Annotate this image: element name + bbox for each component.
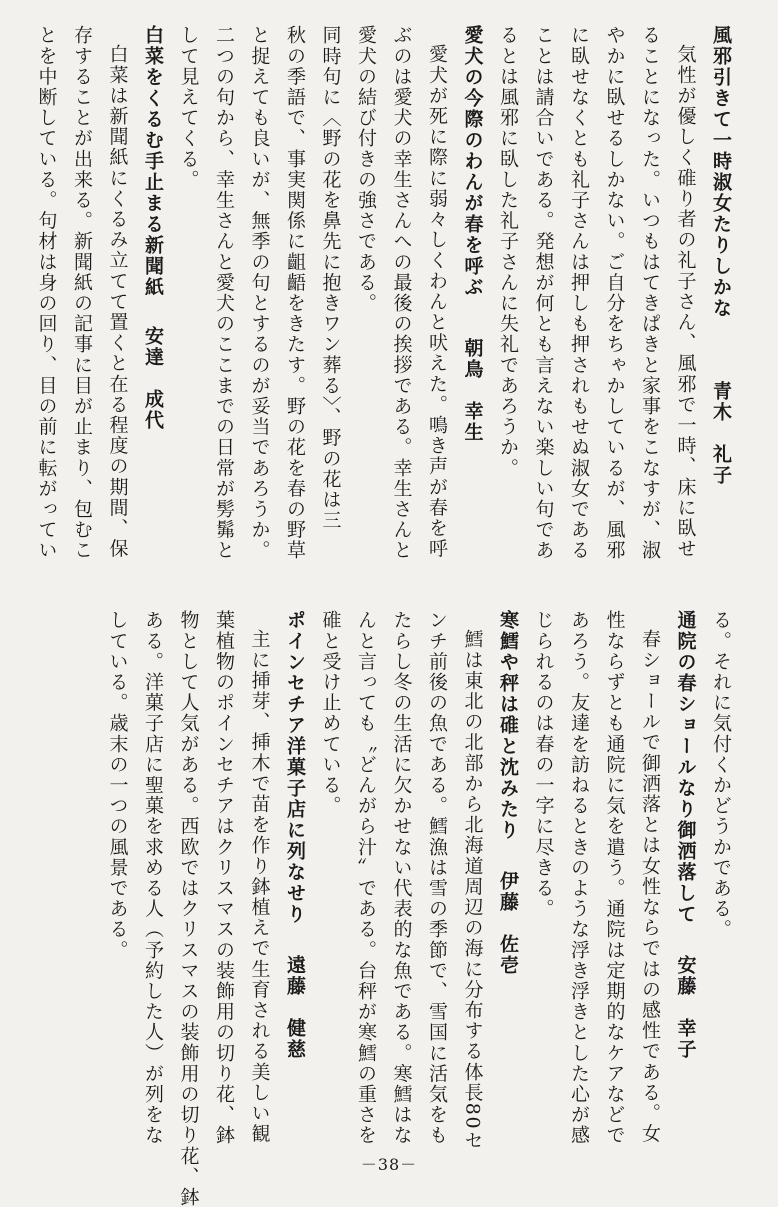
commentary-line: 鱈は東北の北部から北海道周辺の海に分布する体長80セ (461, 629, 484, 1151)
haiku-shawl (667, 610, 703, 1130)
commentary-line: ことは請合いである。発想が何とも言えない楽しい句であ (532, 25, 555, 561)
author-name: 安藤 幸子 (674, 955, 697, 1060)
commentary-line: ンチ前後の魚である。鱈漁は雪の季節で、雪国に活気をも (426, 610, 448, 1146)
haiku-text: 白菜をくるむ手止まる新聞紙 (142, 25, 164, 298)
commentary-line: 碓と受け止めている。 (319, 610, 342, 816)
commentary-line: じられるのは春の一字に尽きる。 (532, 610, 555, 919)
commentary-line: して見えてくる。 (177, 25, 200, 190)
commentary-line: あろう。友達を訪ねるときのような浮き浮きとした心が感 (568, 610, 590, 1146)
commentary-line: 白菜は新聞紙にくるみ立てて置くと在る程度の期間、保 (106, 44, 129, 559)
page-number: －38－ (360, 1155, 418, 1174)
author-name: 青木 礼子 (710, 381, 732, 486)
haiku-text: 寒鱈や秤は碓と沈みたり (497, 610, 519, 841)
commentary-line: 愛犬の結び付きの強さである。 (355, 25, 377, 314)
commentary-line: 二つの句から、幸生さんと愛犬のここまでの日常が髣髴と (213, 25, 235, 561)
haiku-kaze (703, 25, 739, 570)
haiku-text: ポインセチア洋菓子店に列なせり (284, 610, 306, 925)
commentary-line: 気性が優しく碓り者の礼子さん、風邪で一時、床に臥せ (674, 44, 697, 559)
commentary-line: 存することが出来る。新聞紙の記事に目が止まり、包むこ (71, 25, 93, 561)
commentary-line: んと言っても〝どんがら汁〟である。台秤が寒鱈の重さを (355, 610, 377, 1146)
commentary-line: している。歳末の一つの風景である。 (106, 610, 129, 961)
haiku-aiken (454, 25, 490, 570)
commentary-line: 主に挿芽、挿木で苗を作り鉢植えで生育される美しい観 (248, 629, 271, 1144)
haiku-poinsettia (277, 610, 313, 1130)
commentary-line: 秋の季語で、事実関係に齟齬をきたす。野の花を春の野草 (284, 25, 306, 561)
commentary-line: とを中断している。句材は身の回り、目の前に転がってい (35, 25, 58, 561)
commentary-line: るとは風邪に臥した礼子さんに失礼であろうか。 (497, 25, 519, 479)
commentary-line: と捉えても良いが、無季の句とするのが妥当であろうか。 (248, 25, 271, 561)
commentary-line: 同時句に〈野の花を鼻先に抱きワン葬る〉、野の花は三 (319, 25, 342, 531)
commentary-line: 愛犬が死に際に弱々しくわんと吠えた。鳴き声が春を呼 (426, 44, 448, 559)
commentary-line: 性ならずとも通院に気を遣う。通院は定期的なケアなどで (603, 610, 626, 1146)
haiku-text: 通院の春ショールなり御洒落して (674, 610, 697, 925)
commentary-line: ぶのは愛犬の幸生さんへの最後の挨拶である。幸生さんと (390, 25, 413, 561)
commentary-line: たらし冬の生活に欠かせない代表的な魚である。寒鱈はな (390, 610, 413, 1146)
author-name: 朝鳥 幸生 (461, 338, 484, 443)
commentary-line: 物として人気がある。西欧ではクリスマスの装飾用の切り花、鉢 (177, 610, 200, 1207)
commentary-line: ることになった。いつもはてきぱきと家事をこなすが、淑 (639, 25, 661, 561)
commentary-line: やかに臥せるしかない。ご自分をちゃかしているが、風邪 (603, 25, 626, 561)
haiku-kandara (490, 610, 526, 1130)
commentary-line: に臥せなくとも礼子さんは押しも押されもせぬ淑女である (568, 25, 590, 561)
commentary-line: 春ショールで御洒落とは女性ならではの感性である。女 (639, 629, 661, 1144)
author-name: 安達 成代 (142, 326, 164, 431)
haiku-text: 風邪引きて一時淑女たりしかな (710, 25, 732, 319)
haiku-text: 愛犬の今際のわんが春を呼ぶ (461, 25, 484, 298)
author-name: 伊藤 佐壱 (497, 871, 519, 976)
commentary-line: ある。洋菓子店に聖菓を求める人（予約した人）が列をな (142, 610, 164, 1146)
haiku-hakusai (135, 25, 171, 570)
commentary-line: 葉植物のポインセチアはクリスマスの装飾用の切り花、鉢 (213, 610, 235, 1146)
author-name: 遠藤 健慈 (284, 955, 306, 1060)
commentary-line: る。それに気付くかどうかである。 (710, 610, 732, 940)
top-text-block (28, 25, 738, 570)
